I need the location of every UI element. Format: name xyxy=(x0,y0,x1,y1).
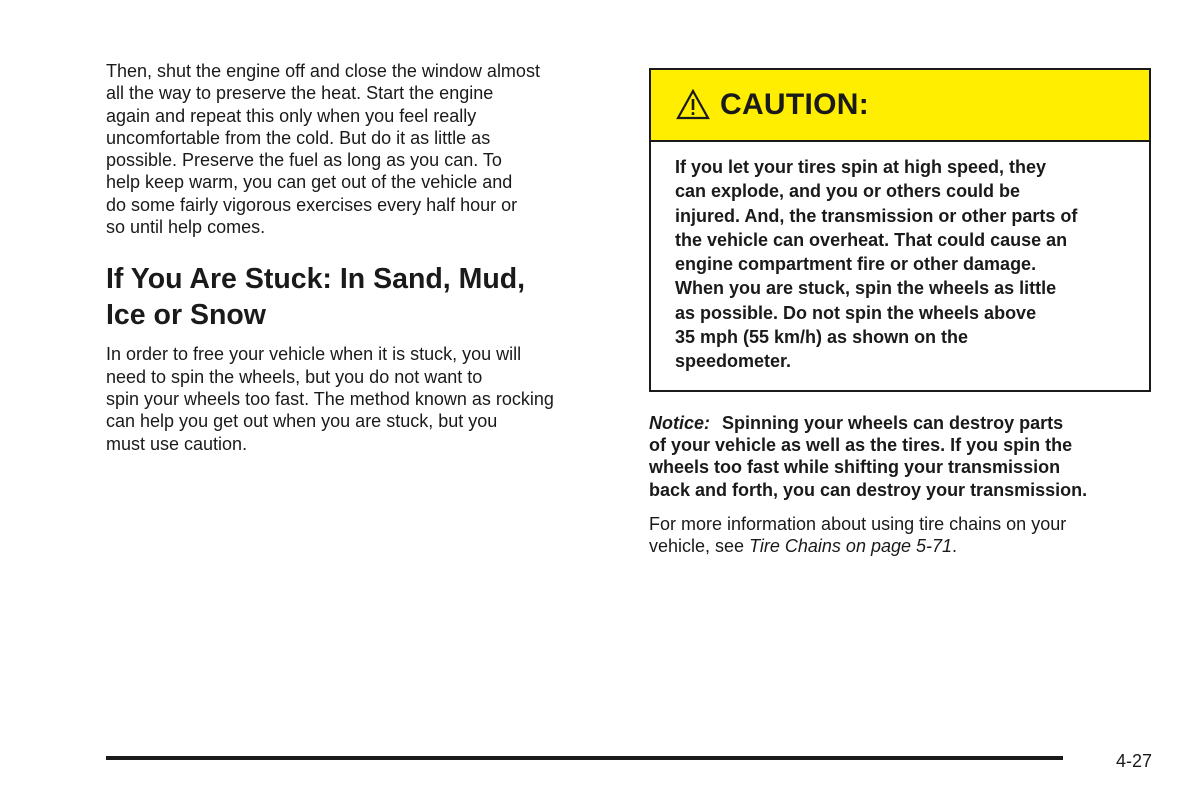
page-number: 4-27 xyxy=(1116,751,1153,771)
section-heading: If You Are Stuck: In Sand, Mud, Ice or Snow xyxy=(106,263,526,332)
section-paragraph: In order to free your vehicle when it is stuck, you will need to spin the wheels, but you do not want to spin your wheels too fast. The method known as rocking can help you get out when you are stuck, but you must use caution. xyxy=(106,344,554,454)
more-info-text: For more information about using tire chains on your vehicle, see xyxy=(649,513,1067,557)
more-info-paragraph xyxy=(649,513,1155,558)
caution-title: CAUTION: xyxy=(720,88,870,121)
notice-paragraph xyxy=(649,412,1155,501)
more-info-end: . xyxy=(952,536,958,557)
left-column xyxy=(106,60,626,455)
notice-text: Spinning your wheels can destroy parts of your vehicle as well as the tires. If you spin the wheels too fast while shifting your transmission back and forth, you can destroy your transmission. xyxy=(649,412,1088,500)
warning-triangle-icon xyxy=(676,89,710,121)
caution-header xyxy=(651,70,1149,142)
caution-box xyxy=(649,68,1151,392)
intro-paragraph: Then, shut the engine off and close the window almost all the way to preserve the heat. Start the engine again and repeat this only when you feel really uncomfortable from the cold. But do it as little as possible. Preserve the fuel as long as you can. To help keep warm, you can get out of the vehicle and do some fairly vigorous exercises every half hour or so until help comes. xyxy=(106,61,540,238)
cross-reference-link[interactable]: Tire Chains on page 5-71 xyxy=(749,536,953,557)
right-column xyxy=(649,68,1155,557)
notice-label: Notice: xyxy=(649,412,711,433)
footer-rule xyxy=(106,756,1063,760)
caution-body: If you let your tires spin at high speed, they can explode, and you or others could be injured. And, the transmission or other parts of the vehicle can overheat. That could cause an engine compartment fire or other damage. When you are stuck, spin the wheels as little as possible. Do not spin the wheels above 35 mph (55 km/h) as shown on the speedometer. xyxy=(675,157,1078,372)
